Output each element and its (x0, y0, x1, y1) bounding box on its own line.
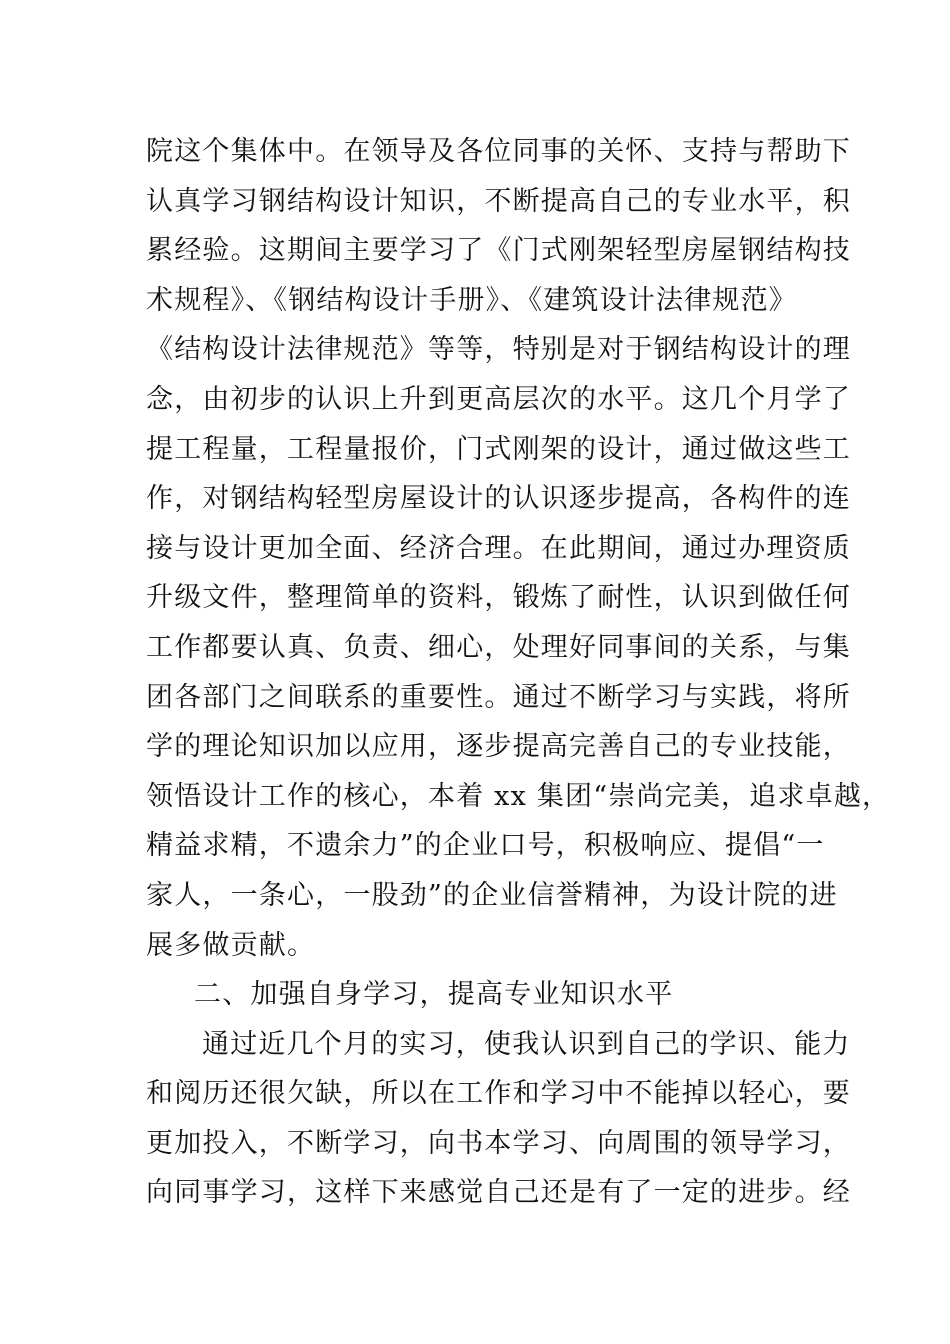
text-line: 学的理论知识加以应用，逐步提高完善自己的专业技能， (146, 731, 851, 763)
section-heading: 二、加强自身学习，提高专业知识水平 (194, 979, 674, 1011)
text-line: 院这个集体中。在领导及各位同事的关怀、支持与帮助下 (146, 136, 851, 167)
text-line: 工作都要认真、负责、细心，处理好同事间的关系，与集 (146, 631, 851, 663)
text-line: 升级文件，整理简单的资料，锻炼了耐性，认识到做任何 (146, 582, 851, 614)
text-line: 家人，一条心，一股劲”的企业信誉精神，为设计院的进 (146, 879, 838, 911)
text-line: 接与设计更加全面、经济合理。在此期间，通过办理资质 (146, 532, 851, 564)
paragraph-line: 和阅历还很欠缺，所以在工作和学习中不能掉以轻心，要 (146, 1078, 851, 1110)
text-line: 术规程》、《钢结构设计手册》、《建筑设计法律规范》 (146, 284, 797, 316)
document-body (146, 127, 891, 1218)
text-line: 展多做贡献。 (146, 929, 316, 961)
text-line: 念，由初步的认识上升到更高层次的水平。这几个月学了 (146, 383, 851, 415)
text-line: 作，对钢结构轻型房屋设计的认识逐步提高，各构件的连 (146, 483, 851, 515)
text-line: 《结构设计法律规范》等等，特别是对于钢结构设计的理 (146, 334, 851, 366)
text-line: 精益求精，不遗余力”的企业口号，积极响应、提倡“一 (146, 830, 825, 862)
text-line: 认真学习钢结构设计知识，不断提高自己的专业水平，积 (146, 185, 851, 217)
text-line: 团各部门之间联系的重要性。通过不断学习与实践，将所 (146, 681, 851, 713)
paragraph-line: 通过近几个月的实习，使我认识到自己的学识、能力 (202, 1028, 851, 1060)
paragraph-line: 向同事学习，这样下来感觉自己还是有了一定的进步。经 (146, 1177, 851, 1209)
paragraph-line: 更加投入，不断学习，向书本学习、向周围的领导学习， (146, 1127, 851, 1159)
text-line: 累经验。这期间主要学习了《门式刚架轻型房屋钢结构技 (146, 235, 851, 267)
text-line: 提工程量，工程量报价，门式刚架的设计，通过做这些工 (146, 433, 851, 465)
text-line: 领悟设计工作的核心，本着 xx 集团“崇尚完美，追求卓越， (146, 780, 891, 812)
